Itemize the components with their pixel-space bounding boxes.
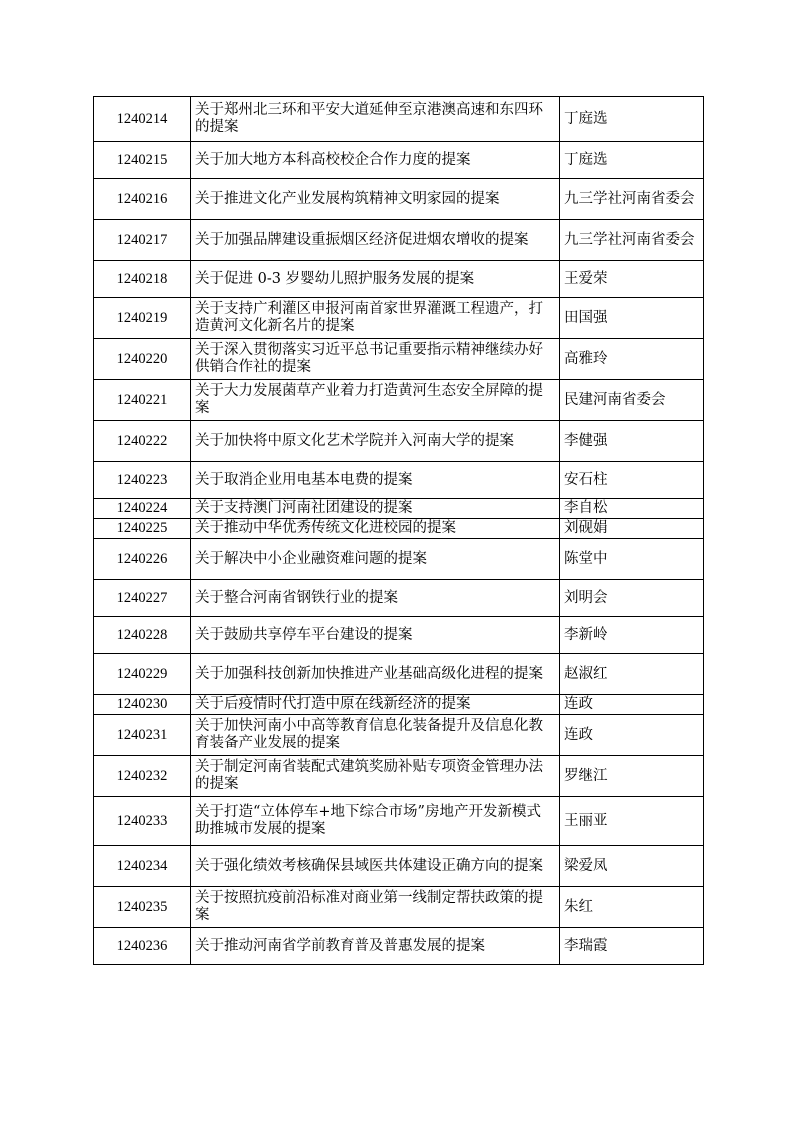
table-row [94,220,704,261]
table-row [94,298,704,339]
table-row [94,715,704,756]
proposal-number-cell: 1240215 [94,142,191,179]
proposal-number-cell: 1240227 [94,580,191,617]
proposal-title-cell: 关于制定河南省装配式建筑奖励补贴专项资金管理办法的提案 [191,756,560,797]
proposer-cell: 连政 [560,695,704,715]
proposer-cell: 朱红 [560,887,704,928]
proposal-number-cell: 1240229 [94,654,191,695]
proposer-cell: 梁爱凤 [560,846,704,887]
proposer-cell: 李自松 [560,499,704,519]
proposal-title-cell: 关于推动中华优秀传统文化进校园的提案 [191,519,560,539]
proposal-title-cell: 关于促进 0-3 岁婴幼儿照护服务发展的提案 [191,261,560,298]
table-row [94,797,704,846]
table-row [94,539,704,580]
proposal-number-cell: 1240219 [94,298,191,339]
proposer-cell: 李瑞霞 [560,928,704,965]
table-row [94,97,704,142]
proposal-title-cell: 关于支持广利灌区申报河南首家世界灌溉工程遗产，打造黄河文化新名片的提案 [191,298,560,339]
proposer-cell: 王爱荣 [560,261,704,298]
proposer-cell: 九三学社河南省委会 [560,220,704,261]
proposal-number-cell: 1240236 [94,928,191,965]
proposal-title-cell: 关于强化绩效考核确保县域医共体建设正确方向的提案 [191,846,560,887]
table-row [94,142,704,179]
proposal-number-cell: 1240228 [94,617,191,654]
proposal-number-cell: 1240222 [94,421,191,462]
proposal-table-body [94,97,704,965]
table-row [94,654,704,695]
proposer-cell: 民建河南省委会 [560,380,704,421]
proposer-cell: 高雅玲 [560,339,704,380]
proposer-cell: 王丽亚 [560,797,704,846]
proposal-title-cell: 关于加快河南小中高等教育信息化装备提升及信息化教育装备产业发展的提案 [191,715,560,756]
proposer-cell: 罗继江 [560,756,704,797]
proposer-cell: 陈堂中 [560,539,704,580]
table-row [94,339,704,380]
proposal-number-cell: 1240225 [94,519,191,539]
proposal-number-cell: 1240216 [94,179,191,220]
table-row [94,695,704,715]
proposal-number-cell: 1240230 [94,695,191,715]
proposer-cell: 李新岭 [560,617,704,654]
proposer-cell: 刘明会 [560,580,704,617]
proposal-title-cell: 关于推动河南省学前教育普及普惠发展的提案 [191,928,560,965]
proposal-title-cell: 关于后疫情时代打造中原在线新经济的提案 [191,695,560,715]
proposer-cell: 安石柱 [560,462,704,499]
proposal-title-cell: 关于打造“立体停车+地下综合市场”房地产开发新模式助推城市发展的提案 [191,797,560,846]
proposal-number-cell: 1240231 [94,715,191,756]
table-row [94,380,704,421]
proposal-number-cell: 1240220 [94,339,191,380]
table-row [94,580,704,617]
proposal-title-cell: 关于解决中小企业融资难问题的提案 [191,539,560,580]
proposal-number-cell: 1240234 [94,846,191,887]
table-row [94,421,704,462]
table-row [94,887,704,928]
table-row [94,179,704,220]
table-row [94,519,704,539]
proposal-title-cell: 关于深入贯彻落实习近平总书记重要指示精神继续办好供销合作社的提案 [191,339,560,380]
proposal-title-cell: 关于加强科技创新加快推进产业基础高级化进程的提案 [191,654,560,695]
proposal-title-cell: 关于加快将中原文化艺术学院并入河南大学的提案 [191,421,560,462]
table-row [94,261,704,298]
proposal-title-cell: 关于取消企业用电基本电费的提案 [191,462,560,499]
proposal-number-cell: 1240235 [94,887,191,928]
proposer-cell: 九三学社河南省委会 [560,179,704,220]
proposer-cell: 赵淑红 [560,654,704,695]
proposal-number-cell: 1240223 [94,462,191,499]
proposer-cell: 丁庭选 [560,97,704,142]
table-row [94,499,704,519]
proposal-number-cell: 1240232 [94,756,191,797]
proposal-number-cell: 1240218 [94,261,191,298]
proposal-number-cell: 1240221 [94,380,191,421]
table-row [94,756,704,797]
proposer-cell: 丁庭选 [560,142,704,179]
proposal-title-cell: 关于加大地方本科高校校企合作力度的提案 [191,142,560,179]
proposal-title-cell: 关于加强品牌建设重振烟区经济促进烟农增收的提案 [191,220,560,261]
proposal-title-cell: 关于大力发展菌草产业着力打造黄河生态安全屏障的提案 [191,380,560,421]
proposer-cell: 连政 [560,715,704,756]
table-row [94,846,704,887]
proposer-cell: 李健强 [560,421,704,462]
proposal-number-cell: 1240233 [94,797,191,846]
proposal-number-cell: 1240214 [94,97,191,142]
proposal-number-cell: 1240224 [94,499,191,519]
proposal-title-cell: 关于按照抗疫前沿标准对商业第一线制定帮扶政策的提案 [191,887,560,928]
proposal-table [93,96,704,965]
proposer-cell: 田国强 [560,298,704,339]
proposal-number-cell: 1240226 [94,539,191,580]
proposal-title-cell: 关于鼓励共享停车平台建设的提案 [191,617,560,654]
table-row [94,462,704,499]
proposal-title-cell: 关于整合河南省钢铁行业的提案 [191,580,560,617]
proposal-title-cell: 关于推进文化产业发展构筑精神文明家园的提案 [191,179,560,220]
proposal-number-cell: 1240217 [94,220,191,261]
table-row [94,928,704,965]
proposal-title-cell: 关于支持澳门河南社团建设的提案 [191,499,560,519]
proposer-cell: 刘砚娟 [560,519,704,539]
table-row [94,617,704,654]
proposal-title-cell: 关于郑州北三环和平安大道延伸至京港澳高速和东四环的提案 [191,97,560,142]
